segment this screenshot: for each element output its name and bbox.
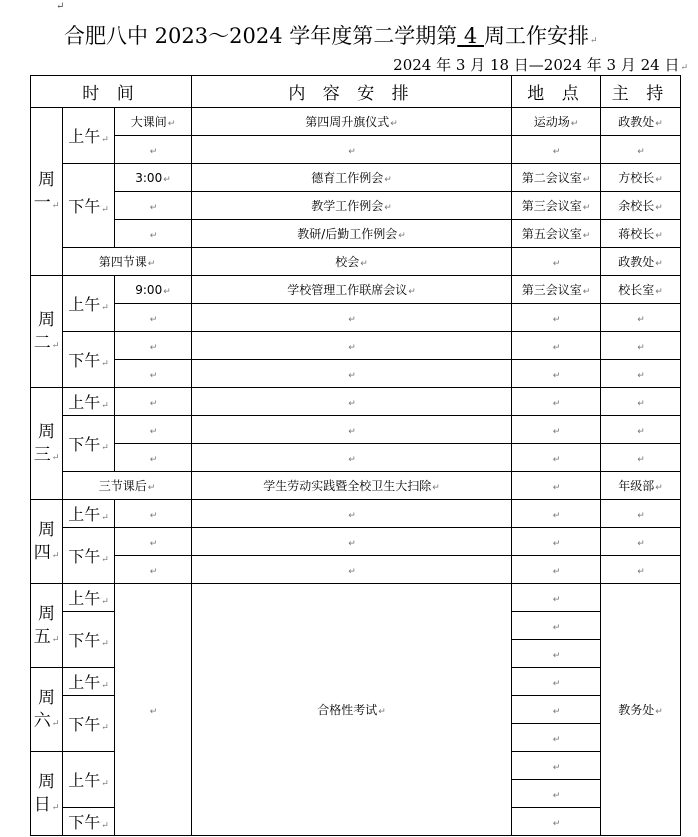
empty-cell: [115, 388, 192, 416]
date-range: [393, 54, 688, 75]
paragraph-mark: ↵: [101, 443, 109, 453]
paragraph-mark: ↵: [101, 723, 109, 733]
paragraph-mark: ↵: [348, 314, 356, 325]
paragraph-mark: ↵: [167, 119, 176, 129]
paragraph-mark: ↵: [655, 707, 663, 717]
table-row: [31, 192, 681, 220]
empty-cell: [115, 416, 192, 444]
paragraph-mark: ↵: [149, 230, 158, 241]
paragraph-mark: ↵: [680, 63, 688, 73]
paragraph-mark: ↵: [552, 342, 561, 353]
empty-cell: [115, 360, 192, 388]
paragraph-mark: ↵: [637, 314, 645, 325]
event-content: 第四周升旗仪式↵: [192, 108, 512, 136]
paragraph-mark: ↵: [637, 538, 645, 549]
header-row: [31, 76, 681, 108]
empty-cell: [601, 304, 681, 332]
paragraph-mark: ↵: [101, 821, 109, 831]
table-row: [31, 416, 681, 444]
empty-cell: [601, 528, 681, 556]
empty-cell: [115, 332, 192, 360]
day-saturday: 周六↵: [31, 668, 63, 752]
period-pm: 下午↵: [63, 808, 115, 836]
paragraph-mark: ↵: [552, 510, 561, 521]
paragraph-mark: ↵: [655, 287, 663, 297]
empty-cell: [512, 612, 601, 640]
event-time: 第四节课↵: [63, 248, 192, 276]
paragraph-mark: ↵: [390, 119, 398, 129]
paragraph-mark: ↵: [398, 231, 406, 241]
table-row: [31, 500, 681, 528]
empty-cell: [512, 332, 601, 360]
empty-cell: [512, 696, 601, 724]
paragraph-mark: ↵: [101, 779, 109, 789]
event-content: 德育工作例会↵: [192, 164, 512, 192]
empty-cell: [115, 444, 192, 472]
event-content: 学生劳动实践暨全校卫生大扫除↵: [192, 472, 512, 500]
event-host: 校长室↵: [601, 276, 681, 304]
day-wednesday: 周三↵: [31, 388, 63, 500]
paragraph-mark: ↵: [348, 566, 356, 577]
period-pm: 下午↵: [63, 528, 115, 584]
event-place: 运动场↵: [512, 108, 601, 136]
table-row: [31, 584, 681, 612]
day-thursday: 周四↵: [31, 500, 63, 584]
paragraph-mark: ↵: [552, 370, 561, 381]
event-time: 三节课后↵: [63, 472, 192, 500]
table-row: [31, 528, 681, 556]
event-host: 年级部↵: [601, 472, 681, 500]
empty-cell: [192, 136, 512, 164]
paragraph-mark: ↵: [552, 566, 561, 577]
empty-cell: [601, 388, 681, 416]
empty-cell: [115, 220, 192, 248]
period-am: 上午↵: [63, 668, 115, 696]
paragraph-mark: ↵: [552, 314, 561, 325]
table-row: [31, 108, 681, 136]
event-place: 第三会议室↵: [512, 192, 601, 220]
paragraph-mark: ↵: [552, 398, 561, 409]
empty-cell: [601, 416, 681, 444]
paragraph-mark: ↵: [147, 259, 156, 269]
event-host: 政教处↵: [601, 108, 681, 136]
paragraph-mark: ↵: [552, 622, 561, 633]
paragraph-mark: ↵: [552, 594, 561, 605]
paragraph-mark: ↵: [348, 426, 356, 437]
table-row: [31, 248, 681, 276]
paragraph-mark: ↵: [101, 513, 109, 523]
paragraph-mark: ↵: [51, 340, 60, 351]
paragraph-mark: ↵: [432, 483, 440, 493]
empty-cell: [512, 416, 601, 444]
table-row: [31, 332, 681, 360]
day-tuesday: 周二↵: [31, 276, 63, 388]
paragraph-mark: ↵: [552, 482, 561, 493]
event-place: 第二会议室↵: [512, 164, 601, 192]
empty-cell: [192, 416, 512, 444]
paragraph-mark: ↵: [101, 639, 109, 649]
empty-cell: [512, 472, 601, 500]
empty-cell: [512, 136, 601, 164]
paragraph-mark: ↵: [149, 566, 158, 577]
event-content: 校会↵: [192, 248, 512, 276]
empty-cell: [512, 724, 601, 752]
paragraph-mark: ↵: [149, 370, 158, 381]
paragraph-mark: ↵: [552, 706, 561, 717]
event-content: 学校管理工作联席会议↵: [192, 276, 512, 304]
event-host: 政教处↵: [601, 248, 681, 276]
paragraph-mark: ↵: [582, 287, 591, 297]
paragraph-mark: ↵: [589, 36, 598, 46]
paragraph-mark: ↵: [149, 342, 158, 353]
empty-cell: [192, 556, 512, 584]
empty-cell: [512, 752, 601, 780]
paragraph-mark: ↵: [101, 555, 109, 565]
period-am: 上午↵: [63, 388, 115, 416]
paragraph-mark: ↵: [552, 762, 561, 773]
paragraph-mark: ↵: [56, 1, 65, 12]
paragraph-mark: ↵: [552, 258, 561, 269]
paragraph-mark: ↵: [655, 119, 663, 129]
paragraph-mark: ↵: [348, 454, 356, 465]
empty-cell: [192, 332, 512, 360]
paragraph-mark: ↵: [637, 370, 645, 381]
empty-cell: [115, 500, 192, 528]
empty-cell: [192, 500, 512, 528]
table-row: [31, 444, 681, 472]
paragraph-mark: ↵: [101, 681, 109, 691]
table-row: [31, 220, 681, 248]
period-pm: 下午↵: [63, 332, 115, 388]
paragraph-mark: ↵: [51, 634, 60, 645]
empty-cell: [601, 444, 681, 472]
event-place: 第五会议室↵: [512, 220, 601, 248]
paragraph-mark: ↵: [384, 175, 392, 185]
empty-cell: [192, 528, 512, 556]
empty-cell: [512, 388, 601, 416]
empty-cell: [512, 304, 601, 332]
paragraph-mark: ↵: [552, 650, 561, 661]
empty-cell: [192, 304, 512, 332]
period-am: 上午↵: [63, 584, 115, 612]
paragraph-mark: ↵: [348, 538, 356, 549]
table-row: [31, 556, 681, 584]
exam-time-cell: [115, 584, 192, 836]
period-pm: 下午↵: [63, 416, 115, 472]
period-pm: 下午↵: [63, 612, 115, 668]
paragraph-mark: ↵: [552, 146, 561, 157]
table-row: [31, 472, 681, 500]
table-row: [31, 136, 681, 164]
header-content: 内 容 安 排: [192, 76, 512, 108]
paragraph-mark: ↵: [637, 426, 645, 437]
paragraph-mark: ↵: [51, 802, 60, 813]
period-am: 上午↵: [63, 500, 115, 528]
paragraph-mark: ↵: [101, 597, 109, 607]
empty-cell: [601, 500, 681, 528]
paragraph-mark: ↵: [51, 550, 60, 561]
empty-cell: [115, 304, 192, 332]
empty-cell: [512, 584, 601, 612]
empty-cell: [601, 556, 681, 584]
empty-cell: [512, 640, 601, 668]
title-prefix: 合肥八中 2023～2024 学年度第二学期第: [64, 24, 458, 48]
exam-content: 合格性考试↵: [192, 584, 512, 836]
table-row: [31, 360, 681, 388]
day-sunday: 周日↵: [31, 752, 63, 836]
empty-cell: [115, 192, 192, 220]
period-am: 上午↵: [63, 276, 115, 332]
empty-cell: [512, 444, 601, 472]
paragraph-mark: ↵: [655, 259, 663, 269]
empty-cell: [512, 780, 601, 808]
table-row: [31, 388, 681, 416]
paragraph-mark: ↵: [149, 426, 158, 437]
paragraph-mark: ↵: [101, 401, 109, 411]
paragraph-mark: ↵: [51, 200, 60, 211]
paragraph-mark: ↵: [149, 510, 158, 521]
period-pm: 下午↵: [63, 164, 115, 248]
event-time: 9:00↵: [115, 276, 192, 304]
paragraph-mark: ↵: [637, 454, 645, 465]
paragraph-mark: ↵: [552, 538, 561, 549]
header-time: 时 间: [31, 76, 192, 108]
paragraph-mark: ↵: [149, 398, 158, 409]
empty-cell: [512, 528, 601, 556]
exam-host: 教务处↵: [601, 584, 681, 836]
paragraph-mark: ↵: [348, 370, 356, 381]
date-range-text: 2024 年 3 月 18 日—2024 年 3 月 24 日: [393, 56, 680, 74]
event-host: 蒋校长↵: [601, 220, 681, 248]
paragraph-mark: ↵: [360, 259, 368, 269]
paragraph-mark: ↵: [582, 175, 591, 185]
paragraph-mark: ↵: [149, 706, 158, 717]
event-time: 大课间↵: [115, 108, 192, 136]
paragraph-mark: ↵: [637, 398, 645, 409]
paragraph-mark: ↵: [552, 454, 561, 465]
empty-cell: [192, 388, 512, 416]
event-time: 3:00↵: [115, 164, 192, 192]
paragraph-mark: ↵: [101, 205, 109, 215]
event-host: 余校长↵: [601, 192, 681, 220]
paragraph-mark: ↵: [101, 303, 109, 313]
paragraph-mark: ↵: [408, 287, 416, 297]
empty-cell: [601, 332, 681, 360]
paragraph-mark: ↵: [378, 707, 386, 717]
paragraph-mark: ↵: [637, 566, 645, 577]
paragraph-mark: ↵: [552, 734, 561, 745]
paragraph-mark: ↵: [552, 426, 561, 437]
paragraph-mark: ↵: [348, 146, 356, 157]
paragraph-mark: ↵: [655, 231, 663, 241]
paragraph-mark: ↵: [637, 342, 645, 353]
paragraph-mark: ↵: [101, 359, 109, 369]
table-row: [31, 304, 681, 332]
page-title: [64, 20, 598, 50]
empty-cell: [601, 136, 681, 164]
paragraph-mark: ↵: [149, 454, 158, 465]
empty-cell: [512, 556, 601, 584]
paragraph-mark: ↵: [149, 314, 158, 325]
paragraph-mark: ↵: [655, 483, 663, 493]
week-number: 4: [457, 24, 484, 48]
period-am: 上午↵: [63, 752, 115, 808]
table-row: [31, 276, 681, 304]
period-am: 上午↵: [63, 108, 115, 164]
paragraph-mark: ↵: [637, 146, 645, 157]
period-pm: 下午↵: [63, 696, 115, 752]
paragraph-mark: ↵: [582, 231, 591, 241]
paragraph-mark: ↵: [348, 510, 356, 521]
paragraph-mark: ↵: [149, 202, 158, 213]
empty-cell: [512, 248, 601, 276]
empty-cell: [192, 360, 512, 388]
day-monday: 周一↵: [31, 108, 63, 276]
paragraph-mark: ↵: [163, 174, 171, 185]
empty-cell: [601, 360, 681, 388]
header-place: 地 点: [512, 76, 601, 108]
event-host: 方校长↵: [601, 164, 681, 192]
paragraph-mark: ↵: [384, 203, 392, 213]
paragraph-mark: ↵: [552, 678, 561, 689]
paragraph-mark: ↵: [582, 203, 591, 213]
paragraph-mark: ↵: [163, 286, 171, 297]
paragraph-mark: ↵: [101, 135, 109, 145]
paragraph-mark: ↵: [552, 818, 561, 829]
paragraph-mark: ↵: [348, 398, 356, 409]
paragraph-mark: ↵: [552, 790, 561, 801]
paragraph-mark: ↵: [655, 203, 663, 213]
header-host: 主 持: [601, 76, 681, 108]
paragraph-mark: ↵: [51, 452, 60, 463]
paragraph-mark: ↵: [51, 718, 60, 729]
paragraph-mark: ↵: [655, 175, 663, 185]
paragraph-mark: ↵: [570, 119, 579, 129]
paragraph-mark: ↵: [149, 538, 158, 549]
event-content: 教研/后勤工作例会↵: [192, 220, 512, 248]
schedule-table: [30, 75, 681, 836]
paragraph-mark: ↵: [149, 146, 158, 157]
empty-cell: [192, 444, 512, 472]
table-row: [31, 164, 681, 192]
paragraph-mark: ↵: [637, 510, 645, 521]
empty-cell: [115, 136, 192, 164]
empty-cell: [115, 528, 192, 556]
event-place: 第三会议室↵: [512, 276, 601, 304]
title-suffix: 周工作安排: [483, 24, 589, 48]
paragraph-mark: ↵: [147, 483, 156, 493]
empty-cell: [512, 668, 601, 696]
empty-cell: [512, 500, 601, 528]
empty-cell: [512, 360, 601, 388]
paragraph-mark: ↵: [348, 342, 356, 353]
empty-cell: [512, 808, 601, 836]
empty-cell: [115, 556, 192, 584]
event-content: 教学工作例会↵: [192, 192, 512, 220]
day-friday: 周五↵: [31, 584, 63, 668]
